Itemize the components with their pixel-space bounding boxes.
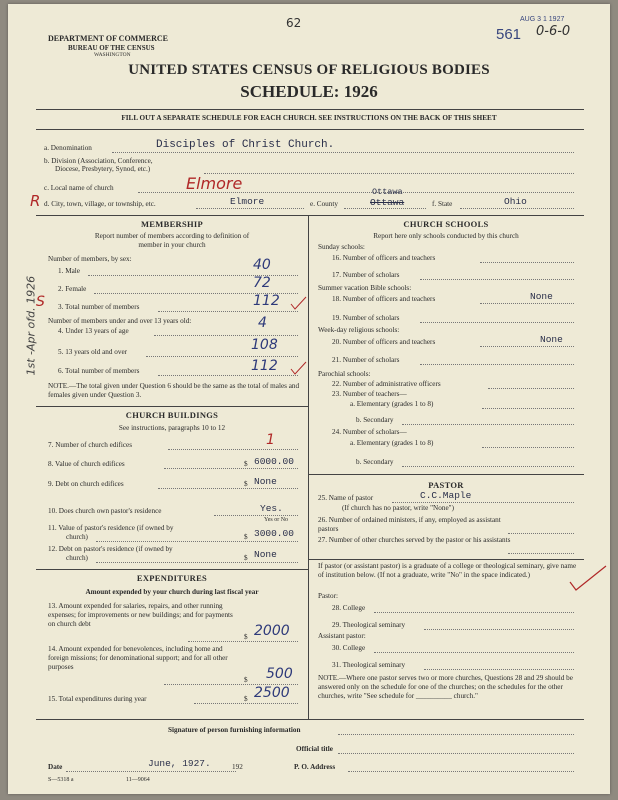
margin-r: R [30, 192, 41, 210]
q23b-label: b. Secondary [356, 416, 394, 424]
weekday-label: Week-day religious schools: [318, 326, 400, 334]
q22-label: 22. Number of administrative officers [332, 380, 441, 388]
received-stamp: AUG 3 1 1927 [520, 16, 565, 23]
margin-s: S [36, 294, 45, 310]
expenditures-title: EXPENDITURES [136, 573, 208, 583]
official-title-label: Official title [296, 745, 333, 753]
form-subtitle: SCHEDULE: 1926 [240, 82, 378, 101]
q24a-label: a. Elementary (grades 1 to 8) [350, 439, 434, 447]
q24b-label: b. Secondary [356, 458, 394, 466]
city-label-d: d. City, town, village, or township, etc. [44, 200, 156, 208]
pastor-sub-label: Pastor: [318, 592, 338, 600]
red-tick-q3 [290, 296, 308, 310]
q13-label: 13. Amount expended for salaries, repairs, and other running expenses; for improvements or new buildings; and for payments on church debt [48, 602, 233, 628]
instruction-rule [36, 129, 584, 130]
red-check-mark [568, 564, 608, 594]
q3-value: 112 [253, 293, 280, 309]
grad-note: If pastor (or assistant pastor) is a graduate of a college or theological seminary, give name of institution below. (If not a graduate, write "No" in the space indicated.) [318, 562, 577, 579]
parochial-label: Parochial schools: [318, 370, 371, 378]
schools-sub: Report here only schools conducted by this church [373, 232, 519, 240]
q11-dollar: $ [244, 533, 248, 541]
margin-note: 1st -Apr ofd. 1926 [24, 275, 38, 376]
census-schedule-sheet [8, 4, 610, 794]
q17-label: 17. Number of scholars [332, 271, 400, 279]
po-address-label: P. O. Address [294, 763, 336, 771]
q30-label: 30. College [332, 644, 366, 652]
serial-number: 561 [496, 26, 522, 43]
q13-dollar: $ [244, 633, 248, 641]
q10-value: Yes. [260, 503, 283, 514]
q14-value: 500 [266, 666, 293, 682]
q2-label: 2. Female [58, 285, 87, 293]
sunday-label: Sunday schools: [318, 243, 365, 251]
q2-value: 72 [253, 275, 271, 291]
q7-value: 1 [266, 432, 275, 448]
q14-label: 14. Amount expended for benevolences, including home and foreign missions; for denominational support; and for all other purposes [48, 645, 228, 671]
q3-label: 3. Total number of members [58, 303, 140, 311]
q25-label: 25. Name of pastor [318, 494, 374, 502]
date-year: 192 [232, 763, 243, 771]
top-rule [36, 215, 584, 216]
q19-label: 19. Number of scholars [332, 314, 400, 322]
q12-value: None [254, 549, 277, 560]
buildings-rule [36, 406, 308, 407]
expenditures-rule [36, 569, 308, 570]
q15-dollar: $ [244, 695, 248, 703]
q4-label: 4. Under 13 years of age [58, 327, 129, 335]
dept-label: DEPARTMENT OF COMMERCE [48, 34, 169, 43]
q20-value: None [540, 334, 563, 345]
q12-label: 12. Debt on pastor's residence (if owned by [48, 545, 173, 553]
by-sex-label: Number of members, by sex: [48, 255, 132, 263]
membership-sub1: Report number of members according to definition of [94, 232, 250, 240]
q8-dollar: $ [244, 460, 248, 468]
q9-label: 9. Debt on church edifices [48, 480, 124, 488]
q11-value: 3000.00 [254, 528, 294, 539]
q6-label: 6. Total number of members [58, 367, 140, 375]
q12-label-2: church) [66, 554, 88, 562]
q10-label: 10. Does church own pastor's residence [48, 507, 162, 515]
denomination-value: Disciples of Christ Church. [156, 139, 335, 151]
q18-value: None [530, 291, 553, 302]
q12-dollar: $ [244, 554, 248, 562]
pastor-note: NOTE.—Where one pastor serves two or more churches, Questions 28 and 29 should be answered only on the schedule for one of the churches; on the schedules for the other churches, write "See schedule for __________ church." [318, 674, 573, 700]
q25-value: C.C.Maple [420, 490, 472, 501]
q31-label: 31. Theological seminary [332, 661, 406, 669]
q6-value: 112 [251, 358, 278, 374]
local-name-value: Elmore [186, 174, 243, 193]
q23-label: 23. Number of teachers— [332, 390, 407, 398]
header-rule [36, 109, 584, 110]
q7-label: 7. Number of church edifices [48, 441, 133, 449]
q11-label: 11. Value of pastor's residence (if owned by [48, 524, 174, 532]
q16-label: 16. Number of officers and teachers [332, 254, 436, 262]
q5-value: 108 [251, 337, 278, 353]
membership-sub2: member in your church [138, 241, 206, 249]
under-over-label: Number of members under and over 13 years old: [48, 317, 192, 325]
county-label: e. County [310, 200, 338, 208]
city-value: Elmore [230, 196, 265, 207]
grad-rule [308, 559, 584, 560]
q27-label: 27. Number of other churches served by the pastor or his assistants [318, 536, 511, 544]
expenditures-sub: Amount expended by your church during last fiscal year [85, 588, 259, 596]
form-title: UNITED STATES CENSUS OF RELIGIOUS BODIES [128, 62, 490, 78]
q18-label: 18. Number of officers and teachers [332, 295, 436, 303]
asst-label: Assistant pastor: [318, 632, 366, 640]
city-label: WASHINGTON [94, 52, 131, 58]
q11-label-2: church) [66, 533, 88, 541]
q28-label: 28. College [332, 604, 366, 612]
bureau-label: BUREAU OF THE CENSUS [68, 44, 155, 52]
pastor-title: PASTOR [428, 480, 464, 490]
denomination-label: a. Denomination [44, 144, 92, 152]
division-label: b. Division (Association, Conference, [44, 157, 153, 165]
form-number: S—5318 a [48, 777, 74, 783]
state-value: Ohio [504, 196, 527, 207]
county-value-above: Ottawa [372, 187, 403, 197]
q8-value: 6000.00 [254, 456, 294, 467]
page-number: 62 [286, 16, 302, 30]
q21-label: 21. Number of scholars [332, 356, 400, 364]
q14-dollar: $ [244, 676, 248, 684]
division-label-2: Diocese, Presbytery, Synod, etc.) [55, 165, 151, 173]
q9-value: None [254, 476, 277, 487]
signature-label: Signature of person furnishing information [168, 726, 301, 734]
form-instruction: FILL OUT A SEPARATE SCHEDULE FOR EACH CHURCH. SEE INSTRUCTIONS ON THE BACK OF THIS SHEET [121, 114, 497, 122]
footer-rule [36, 719, 584, 720]
date-label: Date [48, 763, 63, 771]
q4-value: 4 [258, 315, 267, 331]
date-value: June, 1927. [148, 758, 211, 769]
q25-note: (If church has no pastor, write "None") [342, 504, 454, 512]
q8-label: 8. Value of church edifices [48, 460, 125, 468]
buildings-sub: See instructions, paragraphs 10 to 12 [118, 424, 226, 432]
q13-value: 2000 [254, 623, 290, 639]
q5-label: 5. 13 years old and over [58, 348, 128, 356]
schools-title: CHURCH SCHOOLS [403, 219, 489, 229]
pastor-rule [308, 474, 584, 475]
column-divider [308, 215, 309, 719]
red-tick-q6 [290, 361, 308, 375]
q20-label: 20. Number of officers and teachers [332, 338, 436, 346]
membership-title: MEMBERSHIP [140, 219, 204, 229]
q9-dollar: $ [244, 480, 248, 488]
membership-note: NOTE.—The total given under Question 6 should be the same as the total of males and females given under Question 3. [48, 382, 300, 399]
q29-label: 29. Theological seminary [332, 621, 406, 629]
q24-label: 24. Number of scholars— [332, 428, 407, 436]
buildings-title: CHURCH BUILDINGS [125, 410, 219, 420]
form-code: 11—9064 [126, 777, 150, 783]
q15-label: 15. Total expenditures during year [48, 695, 147, 703]
local-name-label: c. Local name of church [44, 184, 114, 192]
q26-label: 26. Number of ordained ministers, if any, employed as assistant pastors [318, 516, 501, 533]
q15-value: 2500 [254, 685, 290, 701]
county-value: Ottawa [370, 197, 405, 208]
q1-label: 1. Male [58, 267, 80, 275]
summer-label: Summer vacation Bible schools: [318, 284, 412, 292]
state-label: f. State [432, 200, 453, 208]
q23a-label: a. Elementary (grades 1 to 8) [350, 400, 434, 408]
q1-value: 40 [253, 257, 271, 273]
code-number: 0-6-0 [536, 24, 571, 39]
yes-no-label: Yes or No [264, 517, 289, 523]
